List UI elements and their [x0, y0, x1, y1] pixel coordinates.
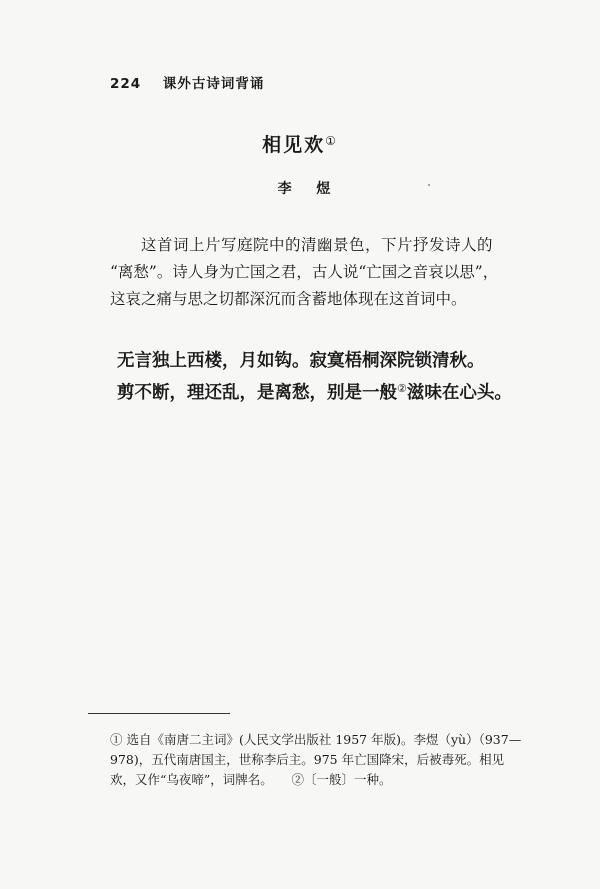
poem-author: 李 煜	[277, 181, 341, 197]
footnote-divider	[88, 713, 230, 714]
footnote-line: 欢，又作“乌夜啼”，词牌名。 ②〔一般〕一种。	[110, 772, 392, 787]
scan-speck	[428, 184, 430, 186]
poem-line	[117, 375, 557, 407]
page-header	[110, 72, 264, 92]
intro-paragraph	[110, 232, 558, 313]
footnote-line: ① 选自《南唐二主词》(人民文学出版社 1957 年版)。李煜（yù）（937—	[110, 732, 522, 747]
footnotes	[110, 730, 560, 790]
intro-line: “离愁”。诗人身为亡国之君，古人说“亡国之音哀以思”，	[110, 263, 499, 281]
page-number: 224	[110, 76, 142, 92]
poem-title-note-marker: ①	[325, 134, 338, 148]
poem-line-text: 滋味在心头。	[406, 383, 512, 403]
poem-title-text: 相见欢	[262, 134, 326, 156]
poem-body	[117, 347, 557, 407]
poem-note-marker: ②	[397, 382, 407, 395]
intro-line: 这首词上片写庭院中的清幽景色，下片抒发诗人的	[141, 236, 494, 254]
footnote-line: 978)，五代南唐国主，世称李后主。975 年亡国降宋，后被毒死。相见	[110, 752, 505, 767]
poem-title	[0, 130, 600, 157]
intro-line: 这哀之痛与思之切都深沉而含蓄地体现在这首词中。	[110, 290, 467, 308]
book-title: 课外古诗词背诵	[162, 76, 265, 92]
poem-line-text: 剪不断，理还乱，是离愁，别是一般	[117, 383, 397, 403]
poem-line: 无言独上西楼，月如钩。寂寞梧桐深院锁清秋。	[117, 351, 485, 371]
